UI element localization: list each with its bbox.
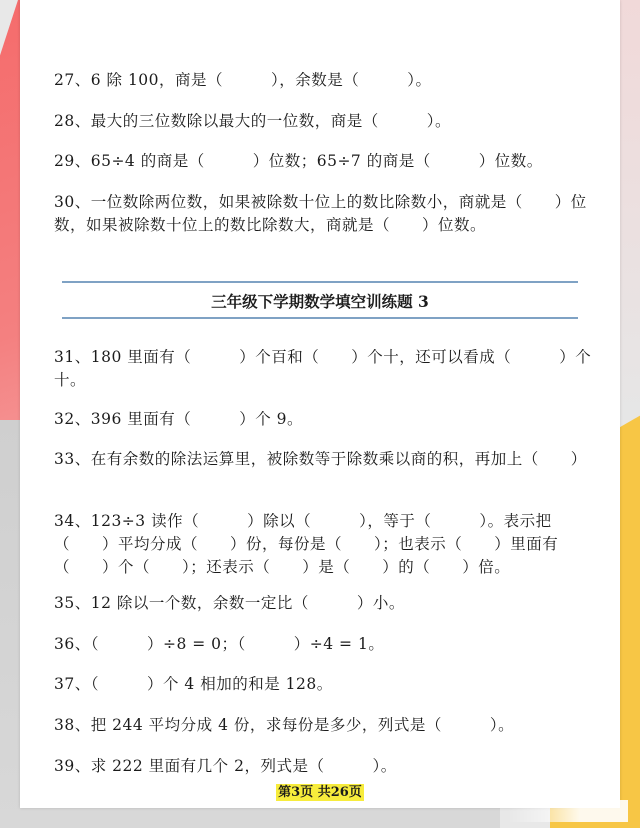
question-37: 37、（ ）个 4 相加的和是 128。 xyxy=(54,675,333,693)
section-title: 三年级下学期数学填空训练题 3 xyxy=(211,292,429,311)
question-29: 29、65÷4 的商是（ ）位数；65÷7 的商是（ ）位数。 xyxy=(54,152,543,170)
question-34: 34、123÷3 读作（ ）除以（ ），等于（ ）。表示把（ ）平均分成（ ）份，每份是（ ）；也表示（ ）里面有（ ）个（ ）；还表示（ ）是（ ）的（ ）倍。 xyxy=(54,512,559,576)
page-number: 第3页 共26页 xyxy=(278,785,362,800)
question-38: 38、把 244 平均分成 4 份，求每份是多少，列式是（ ）。 xyxy=(54,716,515,734)
watermark-fade xyxy=(508,800,628,822)
document-page xyxy=(20,0,620,808)
page-footer xyxy=(20,781,620,800)
question-39: 39、求 222 里面有几个 2，列式是（ ）。 xyxy=(54,757,397,775)
question-31: 31、180 里面有（ ）个百和（ ）个十，还可以看成（ ）个十。 xyxy=(54,348,592,389)
question-32: 32、396 里面有（ ）个 9。 xyxy=(54,410,304,428)
question-30: 30、一位数除两位数，如果被除数十位上的数比除数小，商就是（ ）位数，如果被除数十位上的数比除数大，商就是（ ）位数。 xyxy=(54,193,587,234)
question-27: 27、6 除 100，商是（ ），余数是（ ）。 xyxy=(54,71,432,89)
section-rule-top xyxy=(62,281,578,283)
question-35: 35、12 除以一个数，余数一定比（ ）小。 xyxy=(54,594,405,612)
section-rule-bottom xyxy=(62,317,578,319)
question-36: 36、（ ）÷8 = 0；（ ）÷4 = 1。 xyxy=(54,635,385,653)
question-33: 33、在有余数的除法运算里，被除数等于除数乘以商的积，再加上（ ） xyxy=(54,450,587,468)
question-28: 28、最大的三位数除以最大的一位数，商是（ ）。 xyxy=(54,112,451,130)
